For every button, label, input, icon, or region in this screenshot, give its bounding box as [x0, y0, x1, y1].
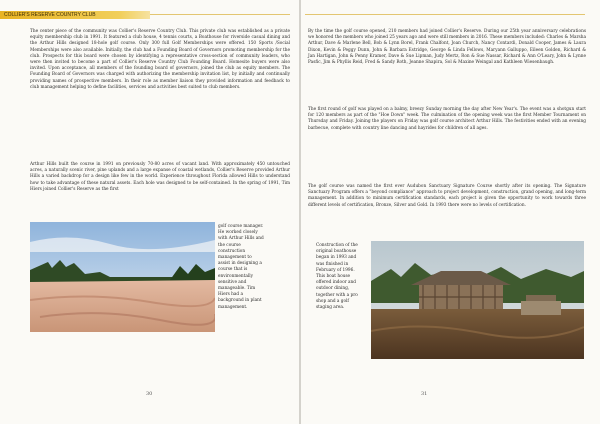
boathouse-construction-photo [371, 241, 584, 359]
members-anniversary-paragraph: By the time the golf course opened, 210 members had joined Collier's Reserve. During our 25th year anniversary celebrations we honored the members who joined 25 years ago and were still members in 2016. These members included: Charles & Marsha Arthur, Dave & Marlene Bell, Bob & Lynn Borel, Frank Chalfont, Joan Church, Nancy Contardi, Donald Cooper, James & Laura Dixon, Kevin & Peggy Dunn, John & Barbara Estridge, George & Linda Fellows, Maryann Galluppo, Eileen Golden, Richard & Jan Hartigan, John & Penny Kramer, Dave & Sue Lipman, Judy Mertz, Ron & Sue Nassar, Richard & Ann O'Leary, John & Lynne Pasfic, Jim & Phyllis Reid, Fred & Sandy Roth, Jeanne Shapira, Sol & Maxine Weingal and Kathleen Wiesenbaugh. [308, 29, 586, 66]
caption-line: shop and a golf [316, 298, 349, 304]
club-history-paragraph: The center piece of the community was Collier's Reserve Country Club. This private club was established as a private equity membership club in 1991. It featured a club house, 4 tennis courts, a Boathouse for riverside casual dining and the Arthur Hills designed 18-hole golf course. Only 300 full Golf Memberships were offered. 150 Sports /Social Memberships were also available. Initially, the club had a Founding Board of Governors promoting membership for the club. Prospects for this board were chosen by identifying a representative cross-section of community leaders, who were then invited to become a part of Collier's Reserve Country Club Founding Board. Homesite buyers were also invited. Upon acceptance, all members of the founding board of governors, joined the club as equity members. The Founding Board of Governors was charged with authorizing the membership invitation list, by initially and continually providing names of prospective members. In their role as member liaison they provided information and feedback to club management helping to define facilities, services and activities best suited to club members. [30, 29, 290, 90]
caption-line: Hiers had a [218, 292, 244, 298]
caption-line: offered indoor and [316, 280, 357, 286]
arthur-hills-paragraph: Arthur Hills built the course in 1991 on previously 70-80 acres of vacant land. With approximately 450 untouched acres, a naturally scenic river, pine uplands and a large expanse of coastal wetlands, Collier's Reserve provided Arthur Hills a varied backdrop for a design like few in the world. Experience throughout Florida allowed Hills to understand how to take advantage of these natural assets. Each hole was designed to be self-contained. In the spring of 1991, Tim Hiers joined Collier's Reserve as the first [30, 162, 290, 192]
caption-line: was finished in [316, 261, 349, 267]
audubon-sanctuary-paragraph: The golf course was named the first ever Audubon Sanctuary Signature Course shortly after its opening. The Signature Sanctuary Program offers a "beyond compliance" approach to project development, construction, grand opening, and long-term management. In addition to minimum certification standards, each project is given the opportunity to work towards three different levels of certification, Bronze, Silver and Gold. In 1993 there were no levels of certification. [308, 184, 586, 208]
caption-line: background in plant [218, 298, 262, 304]
header-rule-right [305, 14, 585, 15]
page-number-right: 31 [421, 391, 428, 397]
golf-course-construction-photo [30, 222, 215, 332]
caption-line: sensitive and [218, 279, 247, 285]
header-banner: COLLIER'S RESERVE COUNTRY CLUB [0, 11, 150, 19]
caption-line: management. [218, 304, 248, 310]
caption-line: environmentally [218, 273, 253, 279]
caption-line: the course [218, 242, 241, 248]
caption-line: staging area. [316, 305, 345, 311]
first-round-paragraph: The first round of golf was played on a balmy, breezy Sunday morning the day after New Year's. The event was a shotgun start for 120 members as part of the "Hoe Down" week. The culmination of the opening week was the first Member Tournament on Thursday and Friday. Joining the players on Friday was golf course architect Arthur Hills. The festivities ended with an evening barbecue, complete with country line dancing and hayrides for children of all ages. [308, 107, 586, 131]
page-number-left: 30 [146, 391, 153, 397]
caption-line: management to [218, 255, 252, 261]
caption-line: together with a pro [316, 292, 358, 298]
caption-line: construction [218, 248, 246, 254]
golf-course-manager-caption [218, 224, 292, 311]
boathouse-caption [316, 243, 376, 311]
right-page [301, 0, 600, 424]
caption-line: course that is [218, 267, 248, 273]
left-page [0, 0, 299, 424]
caption-line: outdoor dining, [316, 286, 350, 292]
caption-line: with Arthur Hills and [218, 236, 264, 242]
caption-line: manageable. Tim [218, 286, 256, 292]
caption-line: original boathouse [316, 249, 357, 255]
header-rule [150, 14, 290, 15]
caption-line: began in 1993 and [316, 255, 357, 261]
caption-line: He worked closely [218, 230, 258, 236]
caption-line: Construction of the [316, 243, 358, 248]
caption-line: This boat house [316, 274, 351, 280]
caption-line: February of 1996. [316, 267, 355, 273]
caption-line: assist in designing a [218, 261, 262, 267]
caption-line: golf course manager. [218, 224, 264, 229]
